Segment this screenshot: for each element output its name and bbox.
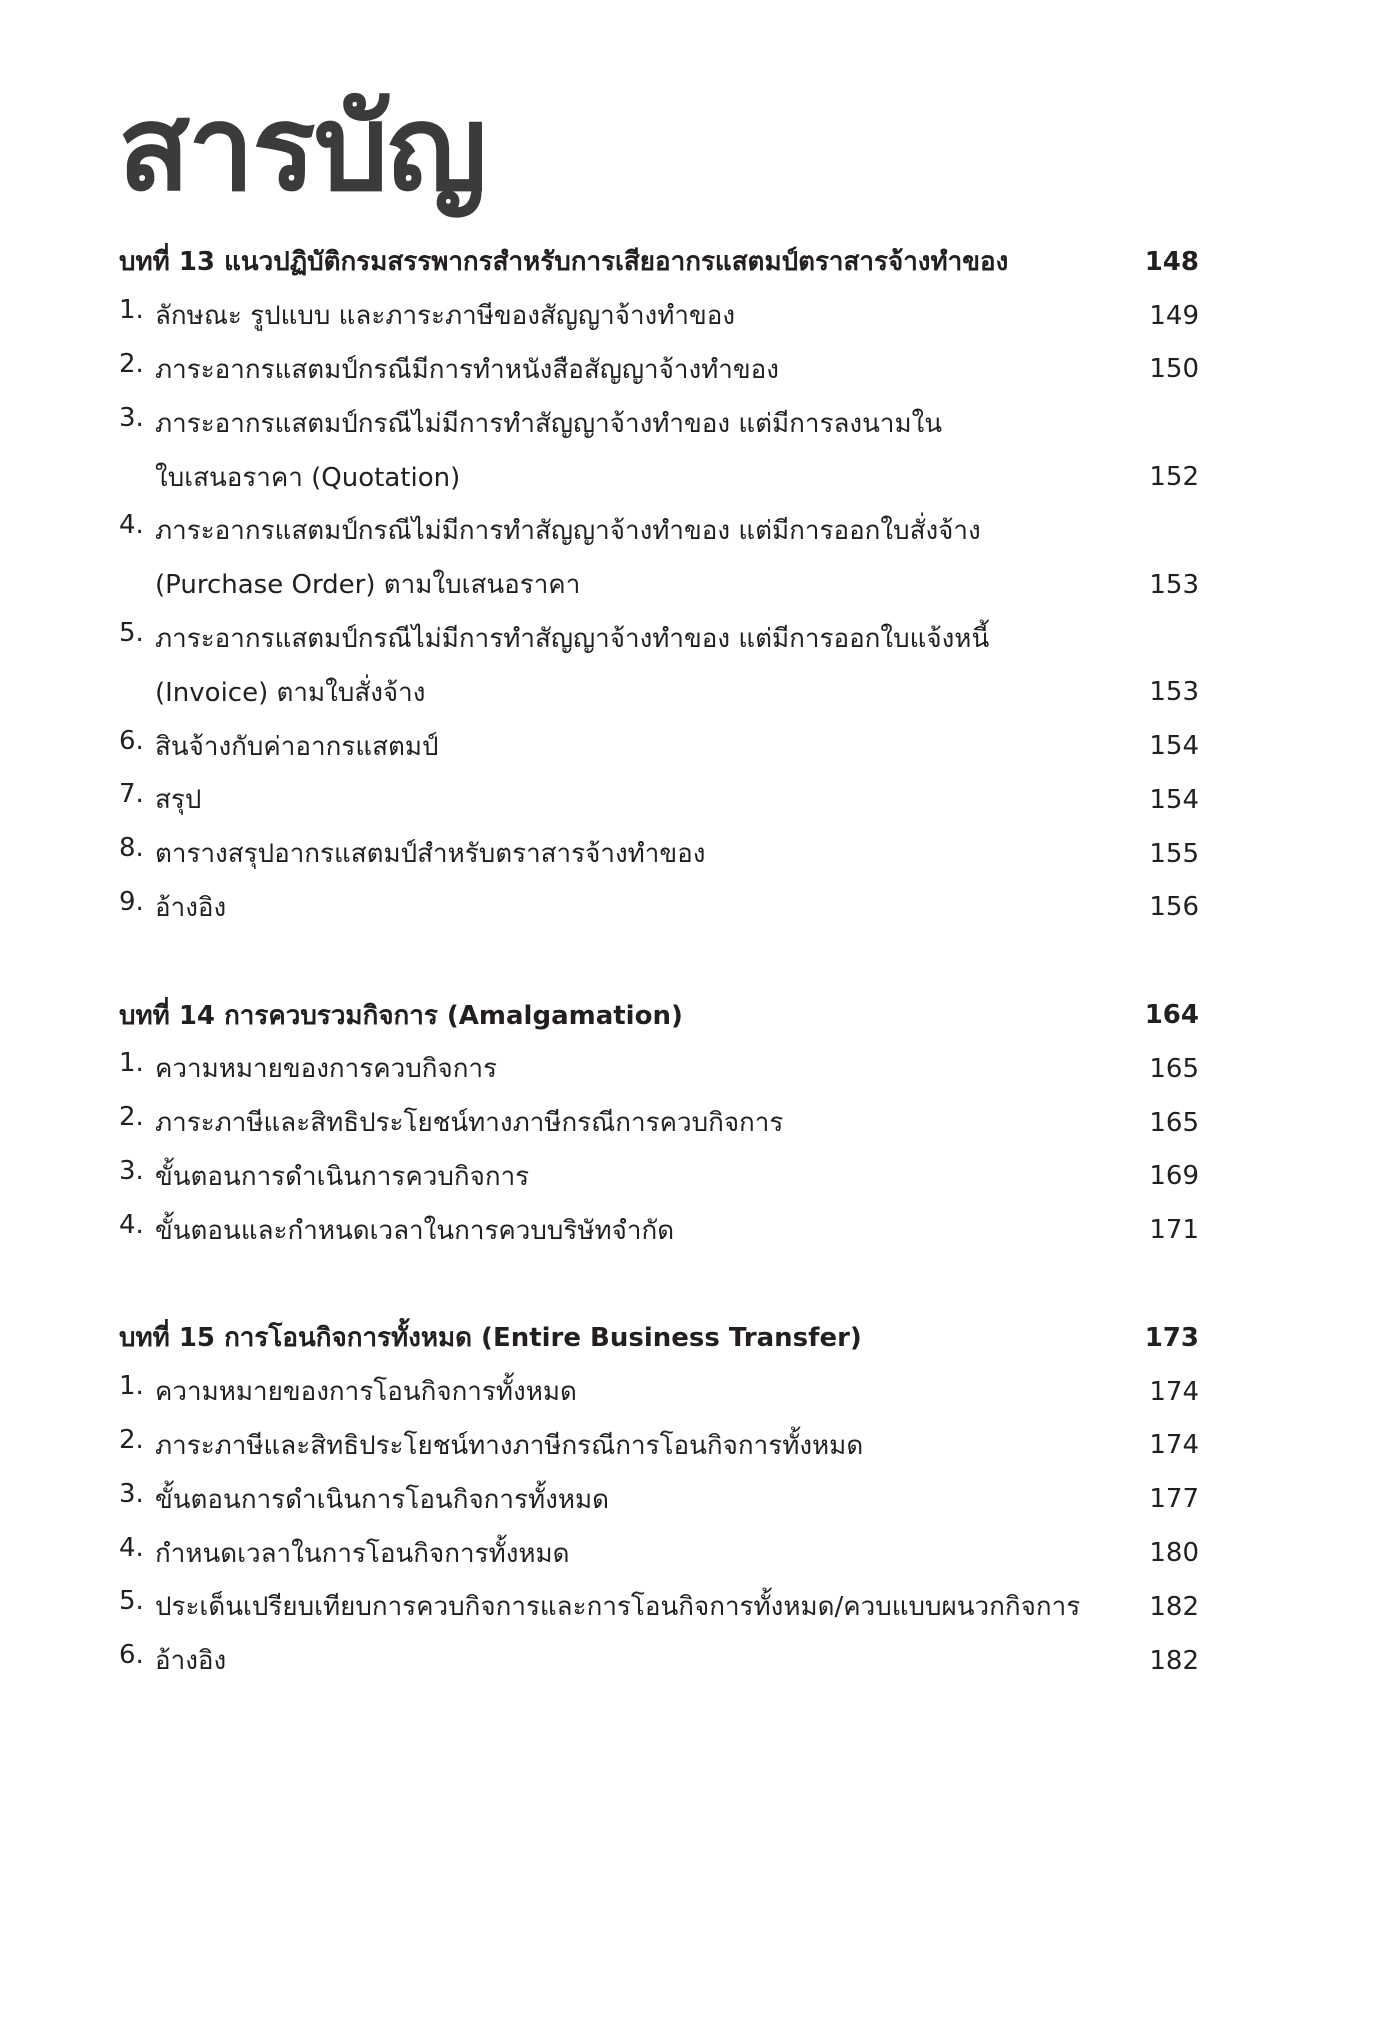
entry-text: [119, 887, 226, 928]
entry-title: (Invoice) ตามใบสั่งจ้าง: [155, 677, 426, 708]
toc-entry[interactable]: [119, 504, 1199, 558]
entry-number: 5.: [119, 617, 144, 648]
toc-entry[interactable]: [119, 1096, 1199, 1150]
page-number: 156: [1149, 892, 1199, 923]
page-number: 148: [1144, 246, 1199, 277]
page-number: 174: [1149, 1430, 1199, 1461]
chapter-heading-row[interactable]: [119, 235, 1199, 289]
page-number: 154: [1149, 731, 1199, 762]
entry-title: อ้างอิง: [155, 892, 227, 923]
entry-text: [119, 1102, 783, 1143]
entry-number: 6.: [119, 1640, 144, 1671]
entry-title: ใบเสนอราคา (Quotation): [155, 462, 461, 493]
entry-number: 2.: [119, 1424, 144, 1455]
entry-text: [119, 457, 460, 498]
entry-number: 6.: [119, 725, 144, 756]
page-number: 165: [1149, 1107, 1199, 1138]
page-number: 169: [1149, 1161, 1199, 1192]
entry-text: [119, 1048, 497, 1089]
entry-number: 4.: [119, 1209, 144, 1240]
toc-entry[interactable]: [119, 612, 1199, 666]
entry-number: 1.: [119, 1048, 144, 1079]
entry-number: 2.: [119, 1102, 144, 1133]
entry-number: 3.: [119, 1478, 144, 1509]
toc-entry[interactable]: [119, 773, 1199, 827]
entry-title: ประเด็นเปรียบเทียบการควบกิจการและการโอนกิจการทั้งหมด/ควบแบบผนวกกิจการ: [155, 1592, 1081, 1623]
entry-title: อ้างอิง: [155, 1646, 227, 1677]
entry-text: [119, 618, 989, 659]
entry-number: 3.: [119, 402, 144, 433]
page-title: สารบัญ: [118, 79, 486, 217]
toc-entry[interactable]: [119, 1526, 1199, 1580]
entry-title: ภาระภาษีและสิทธิประโยชน์ทางภาษีกรณีการโอนกิจการทั้งหมด: [155, 1430, 864, 1461]
entry-text: [119, 1533, 570, 1574]
entry-title: (Purchase Order) ตามใบเสนอราคา: [155, 570, 581, 601]
toc-entry[interactable]: [119, 1150, 1199, 1204]
page-number: 173: [1144, 1322, 1199, 1353]
toc-entry[interactable]: [119, 1365, 1199, 1419]
page-number: 149: [1149, 300, 1199, 331]
entry-number: 4.: [119, 1532, 144, 1563]
page-number: 155: [1149, 838, 1199, 869]
page-number: 171: [1149, 1215, 1199, 1246]
entry-title: ลักษณะ รูปแบบ และภาระภาษีของสัญญาจ้างทำของ: [155, 301, 736, 332]
entry-text: [119, 1425, 863, 1466]
chapter-heading-row[interactable]: [119, 1311, 1199, 1365]
entry-title: ตารางสรุปอากรแสตมป์สำหรับตราสารจ้างทำของ: [155, 839, 706, 870]
entry-text: [119, 510, 981, 551]
toc-entry[interactable]: [119, 558, 1199, 612]
entry-title: ภาระอากรแสตมป์กรณีมีการทำหนังสือสัญญาจ้างทำของ: [155, 354, 779, 385]
entry-title: ขั้นตอนและกำหนดเวลาในการควบบริษัทจำกัด: [155, 1215, 675, 1246]
toc-entry[interactable]: [119, 827, 1199, 881]
toc-entry[interactable]: [119, 719, 1199, 773]
page-number: 153: [1149, 677, 1199, 708]
toc-entry[interactable]: [119, 881, 1199, 935]
entry-title: ภาระภาษีและสิทธิประโยชน์ทางภาษีกรณีการควบกิจการ: [155, 1108, 784, 1139]
toc-entry[interactable]: [119, 343, 1199, 397]
toc-entry[interactable]: [119, 1203, 1199, 1257]
entry-title: ภาระอากรแสตมป์กรณีไม่มีการทำสัญญาจ้างทำของ แต่มีการออกใบสั่งจ้าง: [155, 516, 981, 547]
entry-title: ความหมายของการโอนกิจการทั้งหมด: [155, 1377, 577, 1408]
entry-text: [119, 1479, 609, 1520]
entry-text: [119, 779, 201, 820]
spacer: [119, 1257, 1199, 1311]
entry-text: [119, 1640, 226, 1681]
entry-title: กำหนดเวลาในการโอนกิจการทั้งหมด: [155, 1538, 570, 1569]
entry-text: [119, 726, 439, 767]
entry-number: 4.: [119, 510, 144, 541]
entry-number: 7.: [119, 779, 144, 810]
toc-entry[interactable]: [119, 665, 1199, 719]
page-number: 182: [1149, 1591, 1199, 1622]
entry-number: 1.: [119, 1371, 144, 1402]
entry-title: สินจ้างกับค่าอากรแสตมป์: [155, 731, 439, 762]
toc-entry[interactable]: [119, 289, 1199, 343]
toc-entry[interactable]: [119, 450, 1199, 504]
entry-title: ขั้นตอนการดำเนินการโอนกิจการทั้งหมด: [155, 1484, 609, 1515]
page-number: 182: [1149, 1645, 1199, 1676]
page-number: 174: [1149, 1376, 1199, 1407]
entry-title: ภาระอากรแสตมป์กรณีไม่มีการทำสัญญาจ้างทำของ แต่มีการออกใบแจ้งหนี้: [155, 623, 990, 654]
entry-title: ภาระอากรแสตมป์กรณีไม่มีการทำสัญญาจ้างทำของ แต่มีการลงนามใน: [155, 408, 943, 439]
chapter-heading-row[interactable]: [119, 988, 1199, 1042]
chapter-heading: บทที่ 15 การโอนกิจการทั้งหมด (Entire Business Transfer): [119, 1323, 862, 1354]
chapter-heading: บทที่ 14 การควบรวมกิจการ (Amalgamation): [119, 1000, 683, 1031]
page-number: 152: [1149, 462, 1199, 493]
entry-title: สรุป: [155, 785, 202, 816]
entry-text: [119, 672, 425, 713]
toc-entry[interactable]: [119, 1634, 1199, 1688]
entry-text: [119, 349, 779, 390]
page-number: 150: [1149, 354, 1199, 385]
toc-entry[interactable]: [119, 1042, 1199, 1096]
entry-text: [119, 1586, 1080, 1627]
entry-text: [119, 1156, 529, 1197]
entry-text: [119, 1371, 577, 1412]
entry-title: ขั้นตอนการดำเนินการควบกิจการ: [155, 1161, 530, 1192]
entry-number: 1.: [119, 295, 144, 326]
spacer: [119, 934, 1199, 988]
entry-number: 9.: [119, 886, 144, 917]
chapter-heading: บทที่ 13 แนวปฏิบัติกรมสรรพากรสำหรับการเสียอากรแสตมป์ตราสารจ้างทำของ: [119, 247, 1009, 278]
entry-text: [119, 564, 580, 605]
page-number: 165: [1149, 1053, 1199, 1084]
entry-number: 8.: [119, 833, 144, 864]
page-number: 177: [1149, 1484, 1199, 1515]
page-number: 154: [1149, 784, 1199, 815]
entry-number: 5.: [119, 1586, 144, 1617]
toc-entry[interactable]: [119, 1580, 1199, 1634]
entry-text: [119, 295, 735, 336]
table-of-contents: [119, 235, 1199, 1688]
page-number: 164: [1144, 1000, 1199, 1031]
entry-number: 2.: [119, 348, 144, 379]
page-number: 180: [1149, 1538, 1199, 1569]
page-number: 153: [1149, 569, 1199, 600]
entry-number: 3.: [119, 1155, 144, 1186]
entry-text: [119, 833, 705, 874]
entry-text: [119, 403, 942, 444]
entry-text: [119, 1210, 674, 1251]
entry-title: ความหมายของการควบกิจการ: [155, 1054, 498, 1085]
toc-entry[interactable]: [119, 1472, 1199, 1526]
toc-entry[interactable]: [119, 1419, 1199, 1473]
toc-entry[interactable]: [119, 396, 1199, 450]
